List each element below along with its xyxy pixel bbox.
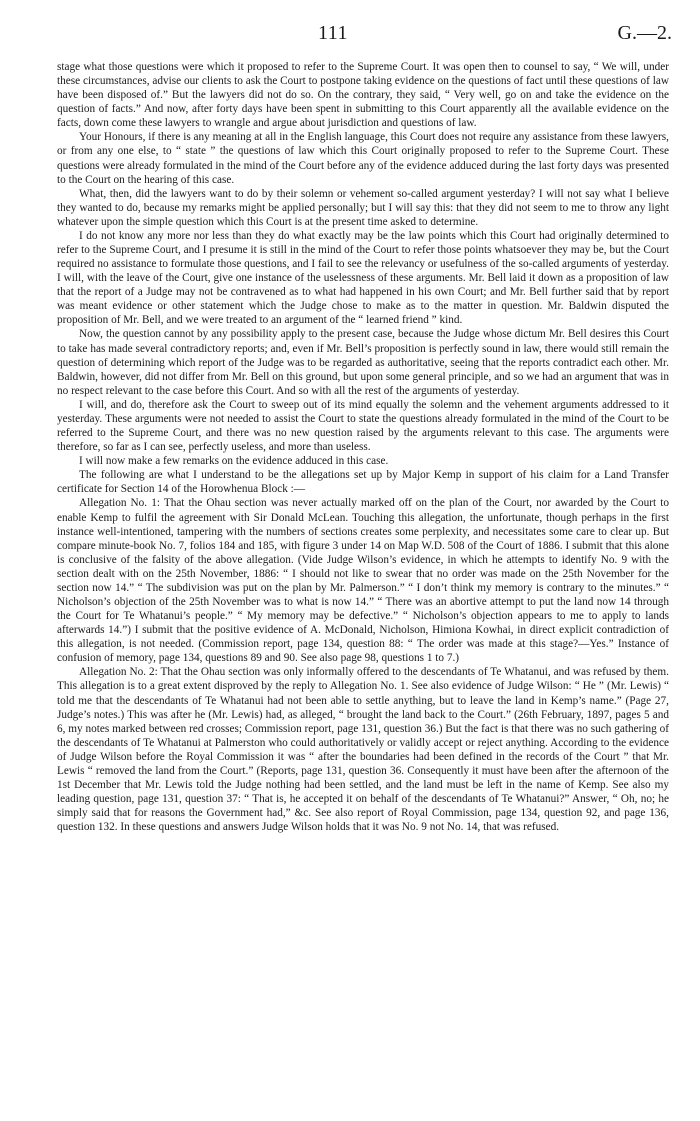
- paragraph-allegation-2: Allegation No. 2: That the Ohau section was only informally offered to the descendants of Te Whatanui, and was refused by them. This allegation is to a great extent disproved by the reply to Allegation No. 1. See also evidence of Judge Wilson: “ He ” (Mr. Lewis) “ told me that the descendants of Te Whatanui had not been able to settle anything, but to leave the land in Kemp’s name.” (Page 27, Judge’s notes.) This was after he (Mr. Lewis) had, as alleged, “ brought the land back to the Court.” (26th February, 1897, pages 5 and 6, my notes marked between red crosses; Commission report, page 131, question 36.) But the fact is that there was no such gathering of the descendants of Te Whatanui at Palmerston who could authoritatively or validly accept or reject anything. According to the evidence of Judge Wilson before the Royal Commission it was “ after the boundaries had been defined in the records of the Court ” that Mr. Lewis “ removed the land from the Court.” (Reports, page 131, question 36. Consequently it must have been after the afternoon of the 1st December that Mr. Lewis told the Judge nothing had been settled, and the land must be left in the name of Kemp. See also my leading question, page 131, question 37: “ That is, he accepted it on behalf of the descendants of Te Whatanui?” Answer, “ Oh, no; he simply said that for reasons the Government had,” &c. See also report of Royal Commission, page 134, question 92, and page 136, question 132. In these questions and answers Judge Wilson holds that it was No. 9 not No. 14, that was refused.: [57, 666, 669, 834]
- paragraph-allegation-1: Allegation No. 1: That the Ohau section was never actually marked off on the plan of the Court, nor awarded by the Court to enable Kemp to fulfil the agreement with Sir Donald McLean. Touching this allegation, the unfortunate, though perhaps in the first instance well-intentioned, tampering with the numbers of sections creates some perplexity, and necessitates some care to clear up. But compare minute-book No. 7, folios 184 and 185, with figure 3 under 14 on Map W.D. 508 of the Court of 1886. I submit that this alone is conclusive of the falsity of the above allegation. (Vide Judge Wilson’s evidence, in which he attempts to identify No. 9 with the section dealt with on the 25th November, 1886: “ I should not like to swear that no order was made on the 25th November for the section now 14.” “ The subdivision was put on the plan by Mr. Palmerson.” “ I don’t think my memory is contrary to the minutes.” “ Nicholson’s objection of the 25th November was to what is now 14.” “ There was an abortive attempt to put the land now 14 through the Court for Te Whatanui’s people.” “ My memory may be defective.” “ Nicholson’s objection appears to me to apply to lands afterwards 14.”) I submit that the positive evidence of A. McDonald, Nicholson, Himiona Kowhai, in direct explicit contradiction of this allegation, is not needed. (Commission report, page 134, question 88: “ The order was made at this stage?—Yes.” Instance of confusion of memory, page 134, questions 89 and 90. See also page 98, questions 1 to 7.): [57, 497, 669, 665]
- paragraph-remarks-intro: I will now make a few remarks on the evidence adduced in this case.: [79, 455, 389, 468]
- paragraph-law-points: I do not know any more nor less than they do what exactly may be the law points which this Court had originally determined to refer to the Supreme Court, and I presume it is still in the mind of the Court to refer those points whatsoever they may be, but the Court required no assistance to formulate those questions, and I fail to see the relevancy or usefulness of the so-called arguments of yesterday. I will, with the leave of the Court, give one instance of the uselessness of these arguments. Mr. Bell laid it down as a proposition of law that the report of a Judge may not be contravened as to what had happened in his own Court; and Mr. Bell further said that by report was meant evidence or other statement which the Judge chose to make as to the matter in question. Mr. Baldwin disputed the proposition of Mr. Bell, and we were treated to an argument of the “ learned friend ” kind.: [57, 229, 669, 327]
- paragraph-what-then: What, then, did the lawyers want to do by their solemn or vehement so-called argument yesterday? I will not say what I believe they wanted to do, because my remarks might be applied personally; but I will say this: that they did not seem to me to throw any light whatever upon the simple question which this Court is at the present time asked to determine.: [57, 187, 669, 228]
- paragraph-allegations-intro: The following are what I understand to be the allegations set up by Major Kemp in support of his claim for a Land Transfer certificate for Section 14 of the Horowhenua Block :—: [57, 469, 669, 496]
- paragraph-continuation: stage what those questions were which it proposed to refer to the Supreme Court. It was open then to counsel to say, “ We will, under these circumstances, advise our clients to ask the Court to postpone taking evidence on the questions of fact until these questions of law have been disposed of.” But the lawyers did not do so. On the contrary, they said, “ Very well, go on and take the evidence on the question of facts.” And now, after forty days have been spent in submitting to this Court apparently all the available evidence on the facts, down come these lawyers to wrangle and argue about jurisdiction and questions of law.: [57, 61, 669, 130]
- paragraph-your-honours: Your Honours, if there is any meaning at all in the English language, this Court does not require any assistance from these lawyers, or from any one else, to “ state ” the questions of law which this Court originally proposed to refer to the Supreme Court. These questions were already formulated in the mind of the Court before any of the evidence adduced during the last forty days was presented to the Court on the hearing of this case.: [57, 131, 669, 186]
- page-header: [0, 22, 700, 50]
- paragraph-now-the-question: Now, the question cannot by any possibility apply to the present case, because the Judge whose dictum Mr. Bell desires this Court to take has made several contradictory reports; and, even if Mr. Bell’s proposition is perfectly sound in law, there would still remain the question of determining which report of the Judge was to be regarded as authoritative, seeing that the reports contradict each other. Mr. Baldwin, however, did not differ from Mr. Bell on this ground, but upon some general principle, and so we had an argument that was in no respect relevant to the case before this Court. And so with all the rest of the arguments of yesterday.: [57, 328, 669, 397]
- series-reference: G.—2.: [617, 22, 672, 44]
- page-number: 111: [318, 22, 349, 44]
- body-text: [57, 60, 669, 834]
- paragraph-sweep-out: I will, and do, therefore ask the Court to sweep out of its mind equally the solemn and the vehement arguments addressed to it yesterday. These arguments were not needed to assist the Court to state the questions already formulated in the mind of the Court to be referred to the Supreme Court, and there was no new question raised by the arguments relevant to this case. The arguments were therefore, so far as I can see, perfectly useless, and more than useless.: [57, 398, 669, 454]
